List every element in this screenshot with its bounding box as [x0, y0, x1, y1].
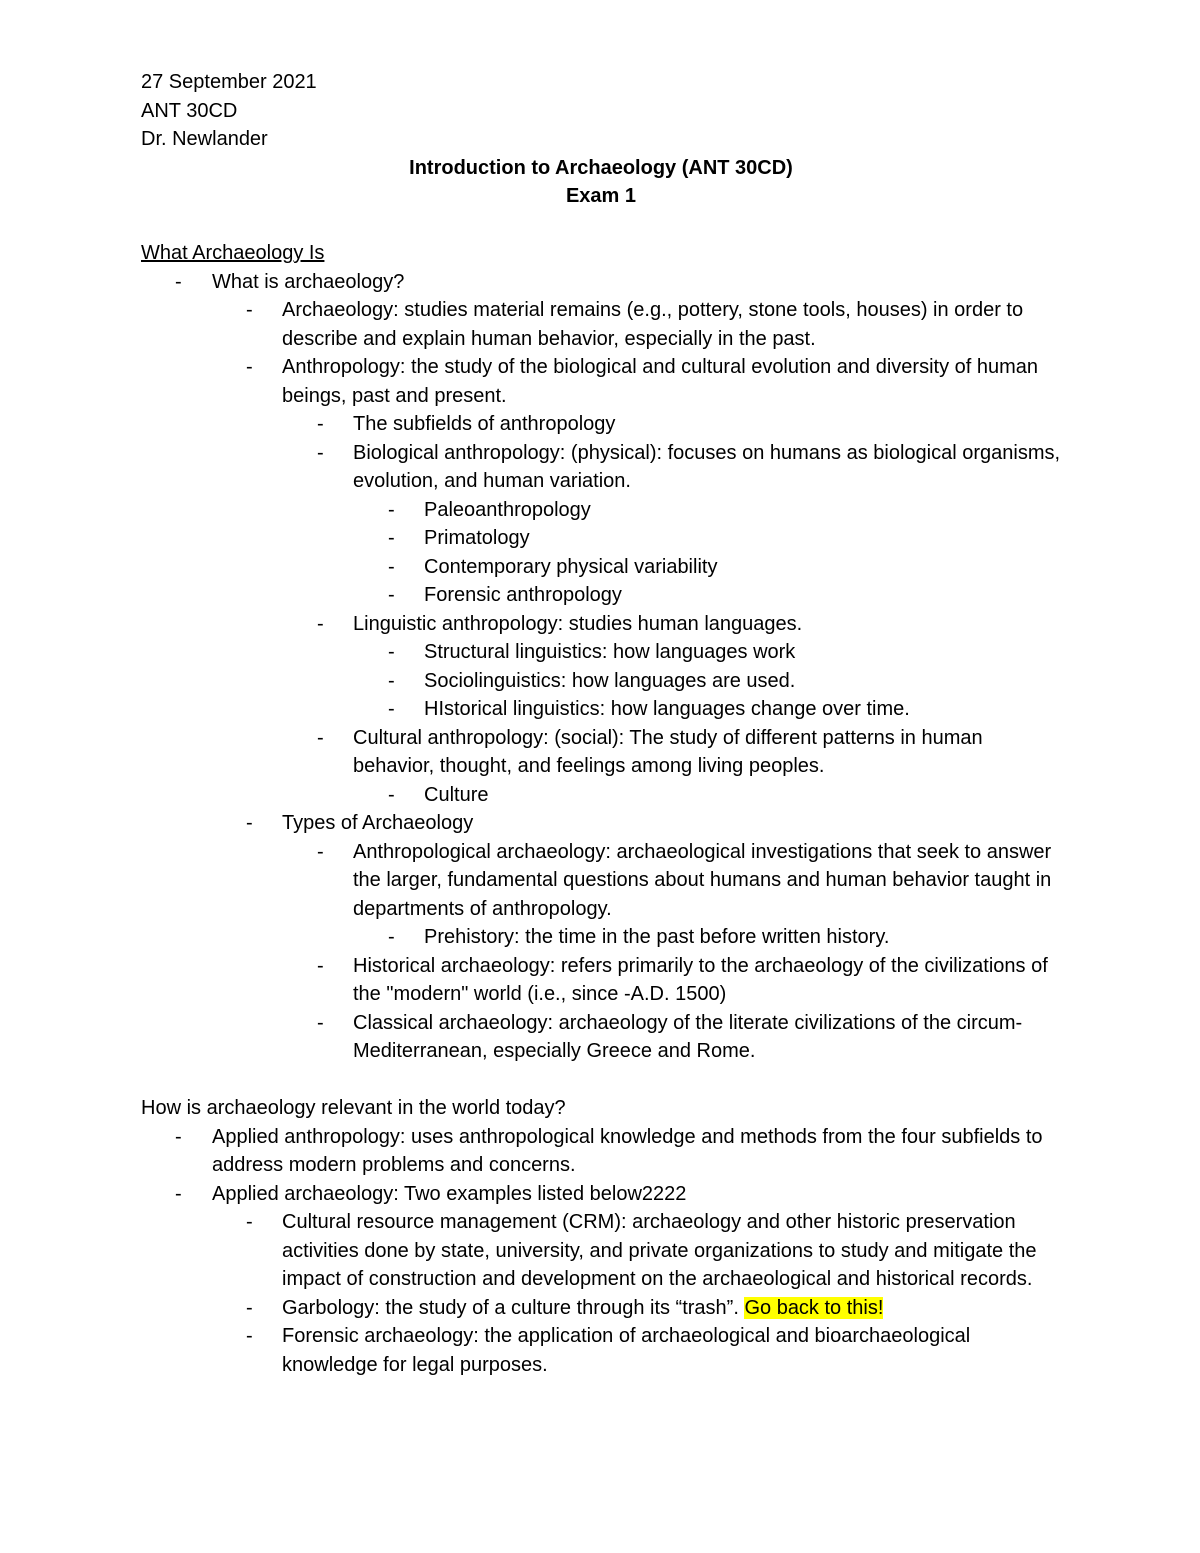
- list-item: [141, 1322, 1061, 1379]
- list-item: [141, 724, 1061, 781]
- header-course: ANT 30CD: [141, 99, 238, 122]
- document-title: Introduction to Archaeology (ANT 30CD): [409, 156, 793, 179]
- item-text: Sociolinguistics: how languages are used.: [424, 669, 796, 692]
- bullet-dash: -: [175, 270, 182, 293]
- list-item: [141, 838, 1061, 924]
- list-item: [141, 353, 1061, 410]
- bullet-dash: -: [388, 527, 395, 549]
- bullet-dash: -: [317, 726, 324, 749]
- item-text: Garbology: the study of a culture through its “trash”.: [282, 1296, 745, 1319]
- item-text: Anthropological archaeology: archaeological investigations that seek to answer the larger, fundamental questions about humans and human behavior taught in departments of anthropology.: [353, 840, 1052, 920]
- header-instructor: Dr. Newlander: [141, 128, 268, 150]
- item-text: Classical archaeology: archaeology of the literate civilizations of the circum-Mediterranean, especially Greece and Rome.: [353, 1011, 1023, 1062]
- item-text: Biological anthropology: (physical): focuses on humans as biological organisms, evolution, and human variation.: [353, 441, 1061, 492]
- bullet-dash: -: [317, 441, 324, 464]
- list-item: [141, 410, 1061, 439]
- bullet-dash: -: [388, 669, 395, 692]
- list-item: [141, 439, 1061, 496]
- bullet-dash: -: [175, 1182, 182, 1205]
- bullet-dash: -: [317, 413, 324, 435]
- item-text: Applied archaeology: Two examples listed below2222: [212, 1182, 687, 1205]
- item-text: The subfields of anthropology: [353, 413, 616, 435]
- item-text: Structural linguistics: how languages work: [424, 641, 796, 663]
- section-heading-relevance: How is archaeology relevant in the world today?: [141, 1097, 566, 1119]
- item-text: Cultural resource management (CRM): archaeology and other historic preservation activities done by state, university, and private organizations to study and mitigate the impact of construction and development on the archaeological and historical records.: [282, 1211, 1037, 1290]
- list-item: [141, 296, 1061, 353]
- list-item: [141, 1208, 1061, 1294]
- bullet-dash: -: [388, 555, 395, 578]
- item-text: Types of Archaeology: [282, 812, 474, 834]
- list-item: [141, 923, 1061, 952]
- item-text: Primatology: [424, 527, 530, 549]
- bullet-dash: -: [317, 1011, 324, 1034]
- list-item: [141, 610, 1061, 639]
- item-text: Paleoanthropology: [424, 498, 591, 521]
- document-subtitle: Exam 1: [565, 185, 637, 207]
- bullet-dash: -: [246, 1211, 253, 1233]
- item-text: Forensic archaeology: the application of archaeological and bioarchaeological knowledge for legal purposes.: [282, 1325, 971, 1376]
- item-text: Archaeology: studies material remains (e.g., pottery, stone tools, houses) in order to describe and explain human behavior, especially in the past.: [282, 299, 1024, 350]
- list-item: [141, 496, 1061, 525]
- bullet-dash: -: [388, 498, 395, 521]
- section-heading-what-archaeology-is: What Archaeology Is: [141, 242, 325, 264]
- item-text: Cultural anthropology: (social): The study of different patterns in human behavior, thought, and feelings among living peoples.: [353, 726, 983, 777]
- item-text: Anthropology: the study of the biological and cultural evolution and diversity of human beings, past and present.: [282, 356, 1039, 407]
- list-item: [141, 553, 1061, 582]
- bullet-dash: -: [246, 1296, 253, 1319]
- bullet-dash: -: [175, 1125, 182, 1148]
- bullet-dash: -: [388, 783, 395, 806]
- bullet-dash: -: [246, 812, 253, 834]
- list-item: [141, 524, 1061, 553]
- bullet-dash: -: [317, 954, 324, 977]
- item-text: Linguistic anthropology: studies human languages.: [353, 612, 803, 635]
- bullet-dash: -: [246, 299, 253, 321]
- item-text: Forensic anthropology: [424, 584, 622, 606]
- list-item: [141, 1009, 1061, 1066]
- list-item: [141, 809, 1061, 838]
- item-text: HIstorical linguistics: how languages change over time.: [424, 698, 910, 720]
- list-item: [141, 268, 1061, 297]
- list-item: [141, 1123, 1061, 1180]
- bullet-dash: -: [317, 612, 324, 635]
- item-text: Prehistory: the time in the past before written history.: [424, 926, 890, 948]
- list-item: [141, 952, 1061, 1009]
- document-body: [141, 68, 1061, 1379]
- list-item: [141, 695, 1061, 724]
- bullet-dash: -: [246, 1325, 253, 1347]
- list-item: [141, 638, 1061, 667]
- item-text: Culture: [424, 783, 489, 806]
- header-date: 27 September 2021: [141, 71, 317, 93]
- list-item: [141, 667, 1061, 696]
- highlighted-note: Go back to this!: [744, 1296, 884, 1319]
- spacer: [141, 211, 1061, 240]
- list-item: [141, 1180, 1061, 1209]
- bullet-dash: -: [388, 926, 395, 948]
- bullet-dash: -: [388, 584, 395, 606]
- spacer: [141, 1066, 1061, 1095]
- item-text: What is archaeology?: [212, 270, 405, 293]
- item-text: Contemporary physical variability: [424, 555, 718, 578]
- bullet-dash: -: [388, 641, 395, 663]
- item-text: Historical archaeology: refers primarily to the archaeology of the civilizations of the "modern" world (i.e., since -A.D. 1500): [353, 954, 1048, 1005]
- list-item: [141, 1294, 1061, 1323]
- bullet-dash: -: [246, 356, 253, 378]
- bullet-dash: -: [317, 840, 324, 863]
- list-item: [141, 781, 1061, 810]
- bullet-dash: -: [388, 698, 395, 720]
- item-text: Applied anthropology: uses anthropological knowledge and methods from the four subfields to address modern problems and concerns.: [212, 1125, 1043, 1176]
- list-item: [141, 581, 1061, 610]
